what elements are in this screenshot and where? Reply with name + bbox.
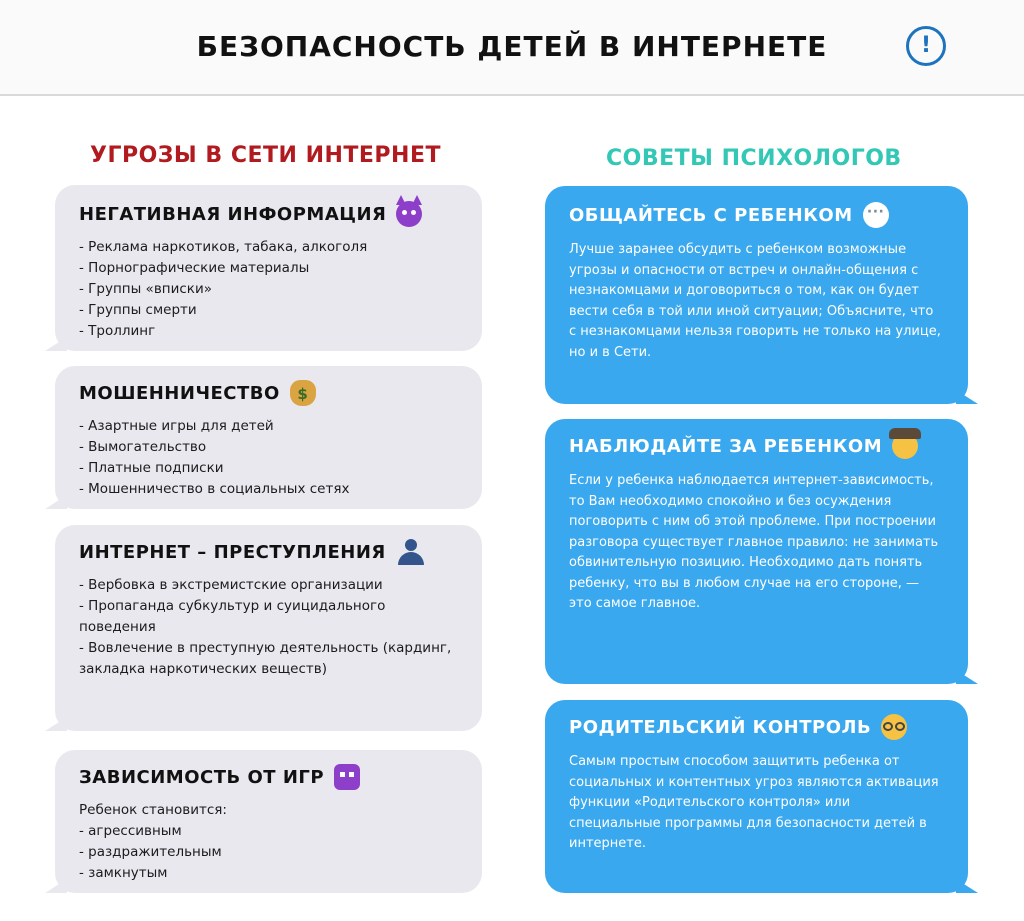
list-item: - Мошенничество в социальных сетях <box>79 481 350 497</box>
list-item: - Платные подписки <box>79 460 224 476</box>
list-item: - Группы смерти <box>79 302 197 318</box>
card-title: НАБЛЮДАЙТЕ ЗА РЕБЕНКОМ <box>569 435 883 457</box>
page-title: БЕЗОПАСНОСТЬ ДЕТЕЙ В ИНТЕРНЕТЕ <box>196 30 828 63</box>
card-cybercrime <box>55 525 482 731</box>
card-title: ОБЩАЙТЕСЬ С РЕБЕНКОМ <box>569 204 853 226</box>
nerd-face-icon <box>881 714 907 740</box>
card-gaming-addiction <box>55 750 482 893</box>
list-item: - Вовлечение в преступную деятельность (кардинг, закладка наркотических веществ) <box>79 640 452 677</box>
list-item: - Порнографические материалы <box>79 260 310 276</box>
info-icon[interactable]: ! <box>906 26 946 66</box>
list-item: - Группы «вписки» <box>79 281 212 297</box>
card-title: ИНТЕРНЕТ – ПРЕСТУПЛЕНИЯ <box>79 541 386 563</box>
card-title: НЕГАТИВНАЯ ИНФОРМАЦИЯ <box>79 203 387 225</box>
list-item: - Вербовка в экстремистские организации <box>79 577 383 593</box>
speech-bubble-icon: ··· <box>863 202 889 228</box>
card-parental-control <box>545 700 968 893</box>
threats-column-title: УГРОЗЫ В СЕТИ ИНТЕРНЕТ <box>90 143 442 168</box>
intro-text: Ребенок становится: <box>79 802 227 818</box>
advice-text: Лучше заранее обсудить с ребенком возможные угрозы и опасности от встреч и онлайн-общения с незнакомцами и договориться о том, как он будет вести себя в той или иной ситуации; Объясните, что с незнакомцами нельзя говорить не только на улице, но и в Сети. <box>569 242 941 360</box>
list-item: - замкнутым <box>79 865 168 881</box>
card-fraud <box>55 366 482 509</box>
threat-list <box>79 821 458 884</box>
card-observe <box>545 419 968 684</box>
card-title: ЗАВИСИМОСТЬ ОТ ИГР <box>79 766 325 788</box>
card-title: РОДИТЕЛЬСКИЙ КОНТРОЛЬ <box>569 716 872 738</box>
list-item: - раздражительным <box>79 844 222 860</box>
user-silhouette-icon <box>396 539 426 565</box>
list-item: - Реклама наркотиков, табака, алкоголя <box>79 239 368 255</box>
list-item: - Вымогательство <box>79 439 207 455</box>
list-item: - Пропаганда субкультур и суицидального поведения <box>79 598 386 635</box>
header <box>0 0 1024 96</box>
threat-list <box>79 416 458 500</box>
list-item: - Троллинг <box>79 323 156 339</box>
detective-icon <box>892 433 918 459</box>
threat-list <box>79 575 458 680</box>
card-title: МОШЕННИЧЕСТВО <box>79 382 280 404</box>
advice-column-title: СОВЕТЫ ПСИХОЛОГОВ <box>606 146 902 171</box>
list-item: - Азартные игры для детей <box>79 418 274 434</box>
money-bag-icon: $ <box>290 380 316 406</box>
advice-text: Если у ребенка наблюдается интернет-зависимость, то Вам необходимо спокойно и без осуждения поговорить с ним об этой проблеме. При построении разговора существует главное правило: не занимать обвинительную позицию. Необходимо дать понять ребенку, что вы в любом случае на его стороне, — это самое главное. <box>569 473 939 611</box>
advice-text: Самым простым способом защитить ребенка от социальных и контентных угроз являются активация функции «Родительского контроля» или специальные программы для безопасности детей в интернете. <box>569 754 939 851</box>
game-invader-icon <box>334 764 360 790</box>
list-item: - агрессивным <box>79 823 182 839</box>
card-communicate <box>545 186 968 404</box>
devil-icon <box>396 201 422 227</box>
threat-list <box>79 237 458 342</box>
card-negative-info <box>55 185 482 351</box>
